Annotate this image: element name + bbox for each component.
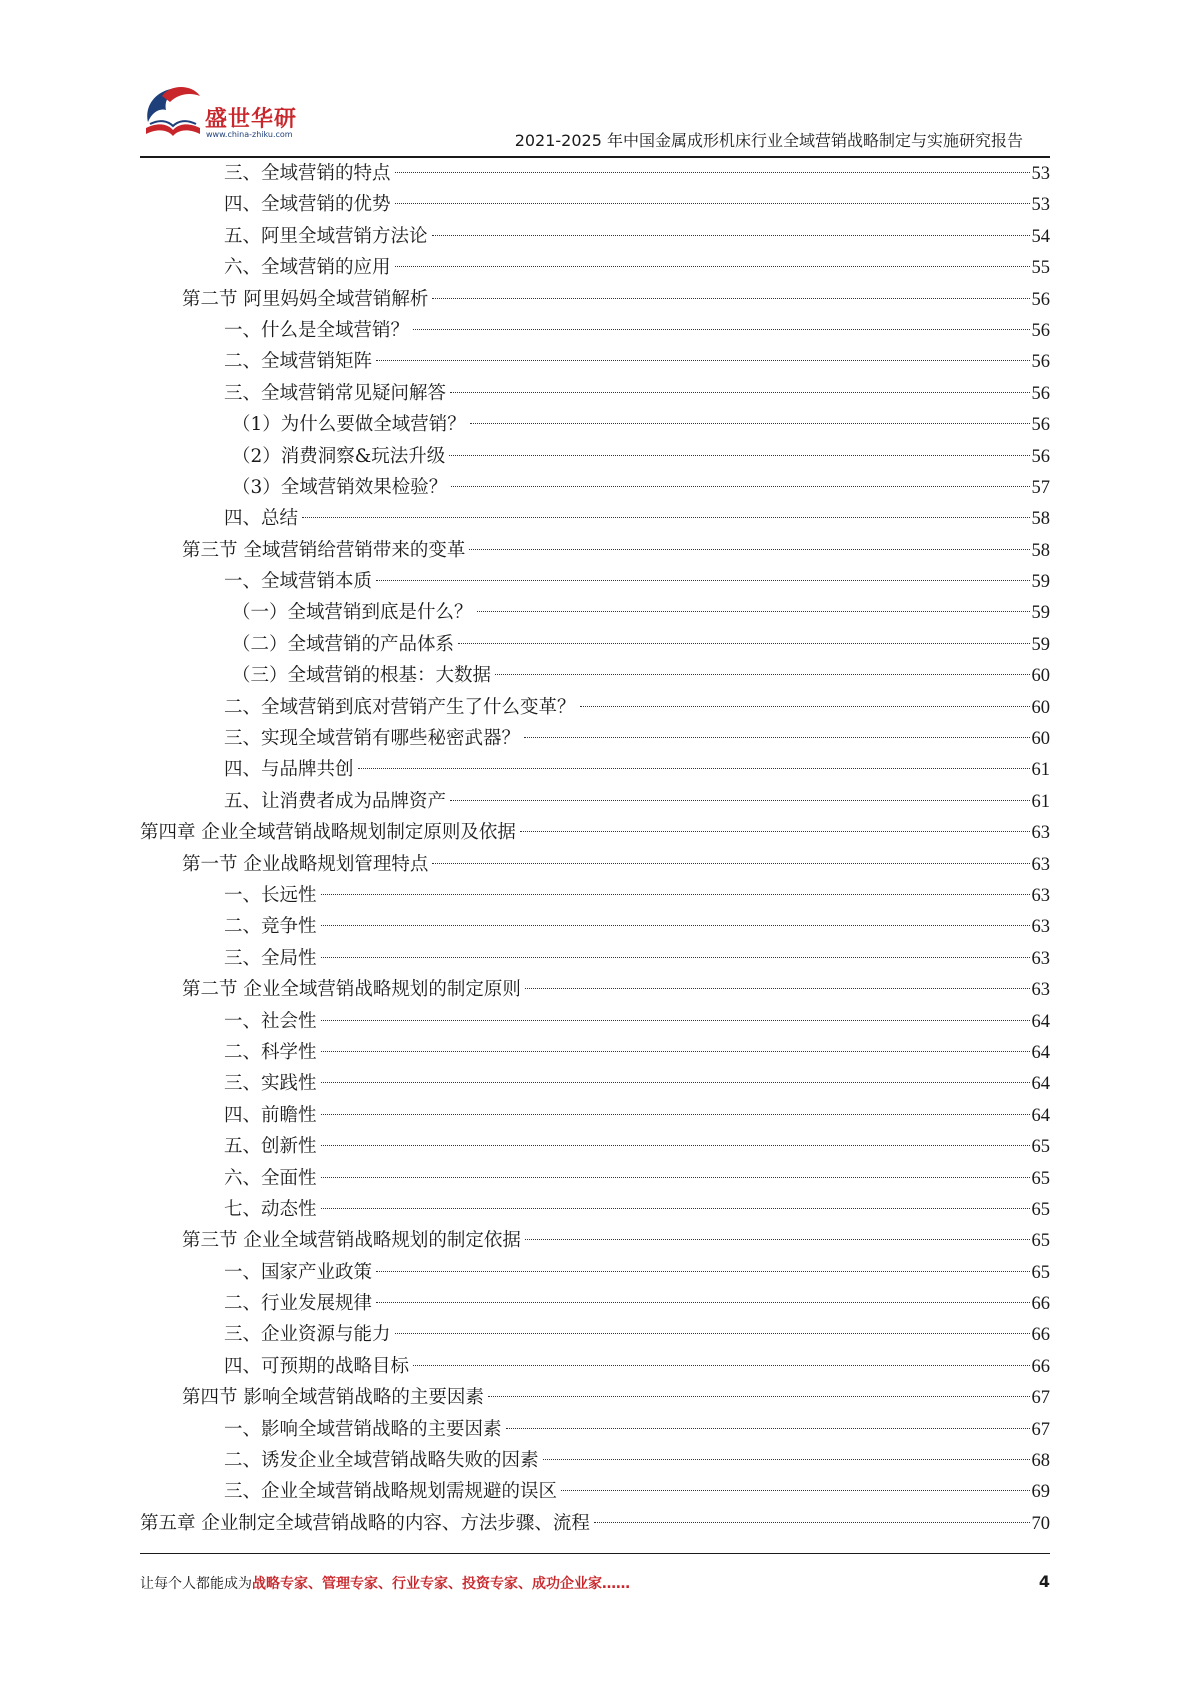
toc-entry-title: （三）全域营销的根基：大数据	[232, 665, 492, 687]
toc-dot-leader	[321, 1145, 1030, 1146]
toc-dot-leader	[477, 611, 1030, 612]
toc-entry-page: 67	[1031, 1388, 1050, 1409]
toc-entry-title: （1）为什么要做全域营销？	[232, 414, 466, 436]
toc-entry-page: 69	[1031, 1482, 1050, 1503]
toc-entry-page: 65	[1031, 1231, 1050, 1252]
toc-entry-title: 三、实践性	[224, 1073, 317, 1095]
page-header	[0, 0, 1191, 160]
toc-entry-title: 七、动态性	[224, 1198, 317, 1220]
toc-entry[interactable]	[140, 1476, 1050, 1507]
toc-entry-page: 61	[1031, 791, 1050, 812]
toc-entry-page: 59	[1031, 572, 1050, 593]
toc-entry[interactable]	[140, 629, 1050, 660]
toc-entry-title: 五、创新性	[224, 1136, 317, 1158]
toc-entry-title: 六、全面性	[224, 1167, 317, 1189]
toc-entry[interactable]	[140, 1257, 1050, 1288]
toc-dot-leader	[506, 1428, 1030, 1429]
toc-entry-title: 一、什么是全域营销？	[224, 319, 410, 341]
toc-entry[interactable]	[140, 1319, 1050, 1350]
toc-entry[interactable]	[140, 597, 1050, 628]
toc-entry-page: 61	[1031, 760, 1050, 781]
toc-entry-title: 第二节 企业全域营销战略规划的制定原则	[182, 979, 521, 1001]
toc-entry-page: 57	[1031, 477, 1050, 498]
toc-dot-leader	[495, 674, 1029, 675]
toc-entry[interactable]	[140, 346, 1050, 377]
toc-entry-title: 第二节 阿里妈妈全域营销解析	[182, 288, 429, 310]
toc-entry-title: 四、前瞻性	[224, 1104, 317, 1126]
toc-entry-title: 三、企业全域营销战略规划需规避的误区	[224, 1481, 558, 1503]
toc-dot-leader	[321, 1082, 1030, 1083]
toc-entry-title: 一、社会性	[224, 1010, 317, 1032]
toc-dot-leader	[488, 1396, 1030, 1397]
toc-entry-title: 二、竞争性	[224, 916, 317, 938]
toc-entry[interactable]	[140, 1037, 1050, 1068]
footer-divider	[140, 1553, 1050, 1554]
toc-entry-title: 二、全域营销到底对营销产生了什么变革？	[224, 696, 576, 718]
company-logo	[140, 82, 310, 144]
toc-entry-title: 第一节 企业战略规划管理特点	[182, 853, 429, 875]
toc-entry-title: 六、全域营销的应用	[224, 257, 391, 279]
toc-entry-title: 一、长远性	[224, 884, 317, 906]
toc-entry-title: （3）全域营销效果检验？	[232, 476, 448, 498]
toc-dot-leader	[449, 455, 1029, 456]
toc-entry[interactable]	[140, 660, 1050, 691]
toc-entry-page: 56	[1031, 383, 1050, 404]
toc-dot-leader	[376, 1302, 1029, 1303]
toc-entry-title: （二）全域营销的产品体系	[232, 633, 455, 655]
toc-entry[interactable]	[140, 566, 1050, 597]
toc-dot-leader	[395, 172, 1030, 173]
page-number: 4	[1038, 1572, 1050, 1591]
toc-entry-page: 64	[1031, 1074, 1050, 1095]
toc-entry-page: 63	[1031, 885, 1050, 906]
toc-entry-title: 二、科学性	[224, 1041, 317, 1063]
toc-entry-title: 第三节 企业全域营销战略规划的制定依据	[182, 1230, 521, 1252]
toc-entry-page: 59	[1031, 603, 1050, 624]
toc-dot-leader	[358, 768, 1030, 769]
toc-entry-page: 63	[1031, 917, 1050, 938]
logo-name: 盛世华研	[205, 107, 298, 132]
toc-dot-leader	[525, 988, 1030, 989]
toc-entry[interactable]	[140, 378, 1050, 409]
toc-entry[interactable]	[140, 472, 1050, 503]
toc-entry-page: 66	[1031, 1325, 1050, 1346]
toc-entry[interactable]	[140, 1225, 1050, 1256]
toc-entry-title: 四、总结	[224, 508, 299, 530]
logo-url: www.china-zhiku.com	[206, 130, 293, 139]
toc-dot-leader	[321, 1114, 1030, 1115]
toc-dot-leader	[321, 1051, 1030, 1052]
toc-entry-title: 二、诱发企业全域营销战略失败的因素	[224, 1450, 539, 1472]
logo-book-icon	[140, 82, 206, 144]
toc-dot-leader	[395, 203, 1030, 204]
toc-entry-page: 59	[1031, 634, 1050, 655]
toc-entry-page: 67	[1031, 1419, 1050, 1440]
toc-entry[interactable]	[140, 1068, 1050, 1099]
toc-dot-leader	[524, 737, 1029, 738]
toc-entry[interactable]	[140, 284, 1050, 315]
toc-dot-leader	[458, 643, 1029, 644]
report-title: 2021-2025 年中国金属成形机床行业全域营销战略制定与实施研究报告	[514, 131, 1023, 150]
toc-dot-leader	[450, 392, 1029, 393]
toc-entry-page: 64	[1031, 1011, 1050, 1032]
toc-entry-title: （2）消费洞察&玩法升级	[232, 445, 446, 467]
toc-entry-title: 第四章 企业全域营销战略规划制定原则及依据	[140, 822, 516, 844]
toc-entry[interactable]	[140, 943, 1050, 974]
toc-entry[interactable]	[140, 535, 1050, 566]
toc-entry-title: 一、国家产业政策	[224, 1261, 373, 1283]
toc-entry[interactable]	[140, 503, 1050, 534]
toc-entry-page: 66	[1031, 1294, 1050, 1315]
toc-entry[interactable]	[140, 817, 1050, 848]
toc-dot-leader	[432, 863, 1029, 864]
toc-entry-page: 58	[1031, 509, 1050, 530]
toc-entry-page: 55	[1031, 258, 1050, 279]
footer-slogan-highlight: 战略专家、管理专家、行业专家、投资专家、成功企业家……	[252, 1576, 630, 1592]
toc-entry[interactable]	[140, 1414, 1050, 1445]
toc-entry-page: 65	[1031, 1199, 1050, 1220]
page-footer	[140, 1573, 1050, 1597]
toc-entry[interactable]	[140, 158, 1050, 189]
toc-entry[interactable]	[140, 252, 1050, 283]
toc-entry[interactable]	[140, 1382, 1050, 1413]
toc-entry[interactable]	[140, 409, 1050, 440]
toc-entry-page: 60	[1031, 666, 1050, 687]
toc-entry[interactable]	[140, 1288, 1050, 1319]
toc-entry[interactable]	[140, 1100, 1050, 1131]
toc-entry-title: 三、全局性	[224, 947, 317, 969]
toc-entry[interactable]	[140, 974, 1050, 1005]
toc-dot-leader	[543, 1459, 1030, 1460]
toc-entry[interactable]	[140, 786, 1050, 817]
toc-entry[interactable]	[140, 1445, 1050, 1476]
toc-entry[interactable]	[140, 1508, 1050, 1539]
toc-entry-title: 二、行业发展规律	[224, 1293, 373, 1315]
toc-entry-title: （一）全域营销到底是什么？	[232, 602, 473, 624]
toc-dot-leader	[470, 423, 1030, 424]
toc-entry-page: 63	[1031, 980, 1050, 1001]
toc-dot-leader	[451, 486, 1029, 487]
toc-entry[interactable]	[140, 1006, 1050, 1037]
toc-entry-page: 63	[1031, 854, 1050, 875]
toc-dot-leader	[469, 549, 1029, 550]
toc-entry[interactable]	[140, 880, 1050, 911]
toc-dot-leader	[450, 800, 1029, 801]
toc-entry[interactable]	[140, 723, 1050, 754]
toc-entry-title: 一、影响全域营销战略的主要因素	[224, 1418, 502, 1440]
toc-entry-page: 60	[1031, 729, 1050, 750]
toc-entry-page: 56	[1031, 289, 1050, 310]
toc-dot-leader	[321, 925, 1030, 926]
toc-entry[interactable]	[140, 1131, 1050, 1162]
toc-entry-page: 65	[1031, 1137, 1050, 1158]
toc-entry-page: 65	[1031, 1168, 1050, 1189]
toc-dot-leader	[321, 1208, 1030, 1209]
toc-entry[interactable]	[140, 1163, 1050, 1194]
toc-entry-title: 五、让消费者成为品牌资产	[224, 790, 447, 812]
toc-entry[interactable]	[140, 1351, 1050, 1382]
toc-entry-title: 三、实现全域营销有哪些秘密武器？	[224, 728, 521, 750]
footer-slogan-prefix: 让每个人都能成为	[140, 1576, 252, 1592]
toc-dot-leader	[413, 1365, 1029, 1366]
toc-dot-leader	[395, 1333, 1030, 1334]
toc-entry-page: 60	[1031, 697, 1050, 718]
toc-entry-page: 63	[1031, 948, 1050, 969]
toc-entry-title: 第五章 企业制定全域营销战略的内容、方法步骤、流程	[140, 1512, 590, 1534]
toc-dot-leader	[594, 1522, 1030, 1523]
toc-dot-leader	[432, 235, 1030, 236]
toc-entry-page: 63	[1031, 823, 1050, 844]
toc-dot-leader	[413, 329, 1029, 330]
toc-entry[interactable]	[140, 754, 1050, 785]
toc-dot-leader	[432, 298, 1029, 299]
toc-dot-leader	[520, 831, 1030, 832]
toc-entry[interactable]	[140, 692, 1050, 723]
toc-dot-leader	[561, 1490, 1029, 1491]
toc-entry-title: 三、全域营销常见疑问解答	[224, 382, 447, 404]
toc-entry-page: 66	[1031, 1356, 1050, 1377]
toc-entry-page: 53	[1031, 195, 1050, 216]
toc-entry-page: 56	[1031, 352, 1050, 373]
toc-entry-page: 64	[1031, 1042, 1050, 1063]
toc-entry-title: 第四节 影响全域营销战略的主要因素	[182, 1387, 484, 1409]
toc-entry[interactable]	[140, 1194, 1050, 1225]
toc-dot-leader	[376, 1271, 1029, 1272]
toc-entry-title: 一、全域营销本质	[224, 571, 373, 593]
toc-dot-leader	[376, 580, 1029, 581]
toc-entry-title: 第三节 全域营销给营销带来的变革	[182, 539, 466, 561]
toc-entry-title: 二、全域营销矩阵	[224, 351, 373, 373]
toc-dot-leader	[321, 1177, 1030, 1178]
toc-entry[interactable]	[140, 221, 1050, 252]
toc-entry-page: 65	[1031, 1262, 1050, 1283]
toc-entry-page: 54	[1031, 226, 1050, 247]
toc-entry[interactable]	[140, 849, 1050, 880]
toc-dot-leader	[321, 1020, 1030, 1021]
toc-entry-page: 68	[1031, 1451, 1050, 1472]
toc-entry-page: 58	[1031, 540, 1050, 561]
toc-entry-page: 56	[1031, 415, 1050, 436]
toc-entry-page: 56	[1031, 320, 1050, 341]
toc-dot-leader	[302, 517, 1029, 518]
toc-entry-title: 四、与品牌共创	[224, 759, 354, 781]
toc-entry-title: 三、全域营销的特点	[224, 163, 391, 184]
toc-dot-leader	[525, 1239, 1030, 1240]
toc-entry[interactable]	[140, 441, 1050, 472]
toc-entry-page: 56	[1031, 446, 1050, 467]
toc-dot-leader	[376, 360, 1029, 361]
toc-entry[interactable]	[140, 315, 1050, 346]
toc-entry-title: 三、企业资源与能力	[224, 1324, 391, 1346]
toc-dot-leader	[321, 894, 1030, 895]
toc-entry[interactable]	[140, 911, 1050, 942]
toc-entry-page: 70	[1031, 1513, 1050, 1534]
toc-entry[interactable]	[140, 189, 1050, 220]
toc-dot-leader	[321, 957, 1030, 958]
toc-entry-title: 四、全域营销的优势	[224, 194, 391, 216]
toc-entry-page: 53	[1031, 164, 1050, 184]
toc-entry-title: 五、阿里全域营销方法论	[224, 225, 428, 247]
toc-dot-leader	[395, 266, 1030, 267]
toc-entry-page: 64	[1031, 1105, 1050, 1126]
table-of-contents	[140, 158, 1050, 1539]
toc-dot-leader	[580, 706, 1030, 707]
toc-entry-title: 四、可预期的战略目标	[224, 1355, 410, 1377]
